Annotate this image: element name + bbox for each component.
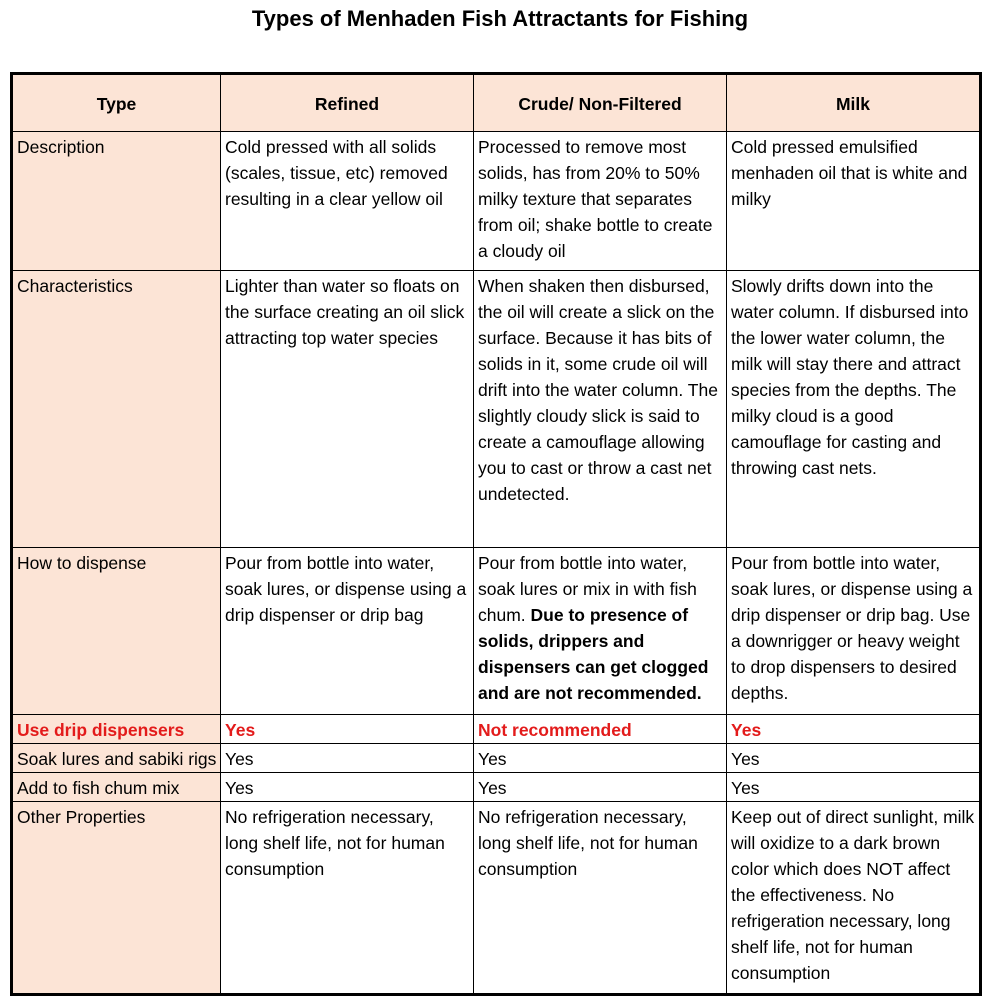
table-row-chum-mix [12,773,981,802]
cell-refined: No refrigeration necessary, long shelf life, not for human consumption [221,802,474,995]
cell-milk: Slowly drifts down into the water column. If disbursed into the lower water column, the milk will stay there and attract species from the depths. The milky cloud is a good camouflage for casting and throwing cast nets. [727,271,981,548]
header-row [12,74,981,132]
table-row-how-to-dispense [12,548,981,715]
row-label: Characteristics [12,271,221,548]
cell-refined: Yes [221,715,474,744]
attractant-comparison-table [10,72,982,996]
row-label: Description [12,132,221,271]
cell-milk: Yes [727,773,981,802]
header-milk: Milk [727,74,981,132]
table-row-drip-dispensers [12,715,981,744]
cell-refined: Yes [221,773,474,802]
page-title: Types of Menhaden Fish Attractants for Fishing [251,6,749,31]
row-label: Use drip dispensers [12,715,221,744]
row-label: Other Properties [12,802,221,995]
cell-milk: Pour from bottle into water, soak lures, or dispense using a drip dispenser or drip bag. Use a downrigger or heavy weight to drop dispensers to desired depths. [727,548,981,715]
row-label: Soak lures and sabiki rigs [12,744,221,773]
table-row-other-properties [12,802,981,995]
cell-crude: Processed to remove most solids, has from 20% to 50% milky texture that separates from oil; shake bottle to create a cloudy oil [474,132,727,271]
table-row-characteristics [12,271,981,548]
cell-milk: Yes [727,715,981,744]
header-type: Type [12,74,221,132]
table-row-description [12,132,981,271]
cell-milk: Yes [727,744,981,773]
cell-refined: Pour from bottle into water, soak lures, or dispense using a drip dispenser or drip bag [221,548,474,715]
cell-crude: When shaken then disbursed, the oil will create a slick on the surface. Because it has bits of solids in it, some crude oil will drift into the water column. The slightly cloudy slick is said to create a camouflage allowing you to cast or throw a cast net undetected. [474,271,727,548]
cell-crude [474,548,727,715]
table-row-soak-lures [12,744,981,773]
header-refined: Refined [221,74,474,132]
cell-milk: Cold pressed emulsified menhaden oil that is white and milky [727,132,981,271]
cell-refined: Lighter than water so floats on the surface creating an oil slick attracting top water species [221,271,474,548]
cell-crude: Yes [474,773,727,802]
cell-crude: Yes [474,744,727,773]
row-label: How to dispense [12,548,221,715]
header-crude: Crude/ Non-Filtered [474,74,727,132]
crude-dispense-warning: Due to presence of solids, drippers and dispensers can get clogged and are not recommended. [478,605,709,703]
cell-refined: Cold pressed with all solids (scales, tissue, etc) removed resulting in a clear yellow oil [221,132,474,271]
cell-crude: No refrigeration necessary, long shelf life, not for human consumption [474,802,727,995]
cell-refined: Yes [221,744,474,773]
cell-crude: Not recommended [474,715,727,744]
crude-dispense-text: Pour from bottle into water, soak lures or mix in with fish chum. [478,553,697,625]
cell-milk: Keep out of direct sunlight, milk will oxidize to a dark brown color which does NOT affect the effectiveness. No refrigeration necessary, long shelf life, not for human consumption [727,802,981,995]
row-label: Add to fish chum mix [12,773,221,802]
